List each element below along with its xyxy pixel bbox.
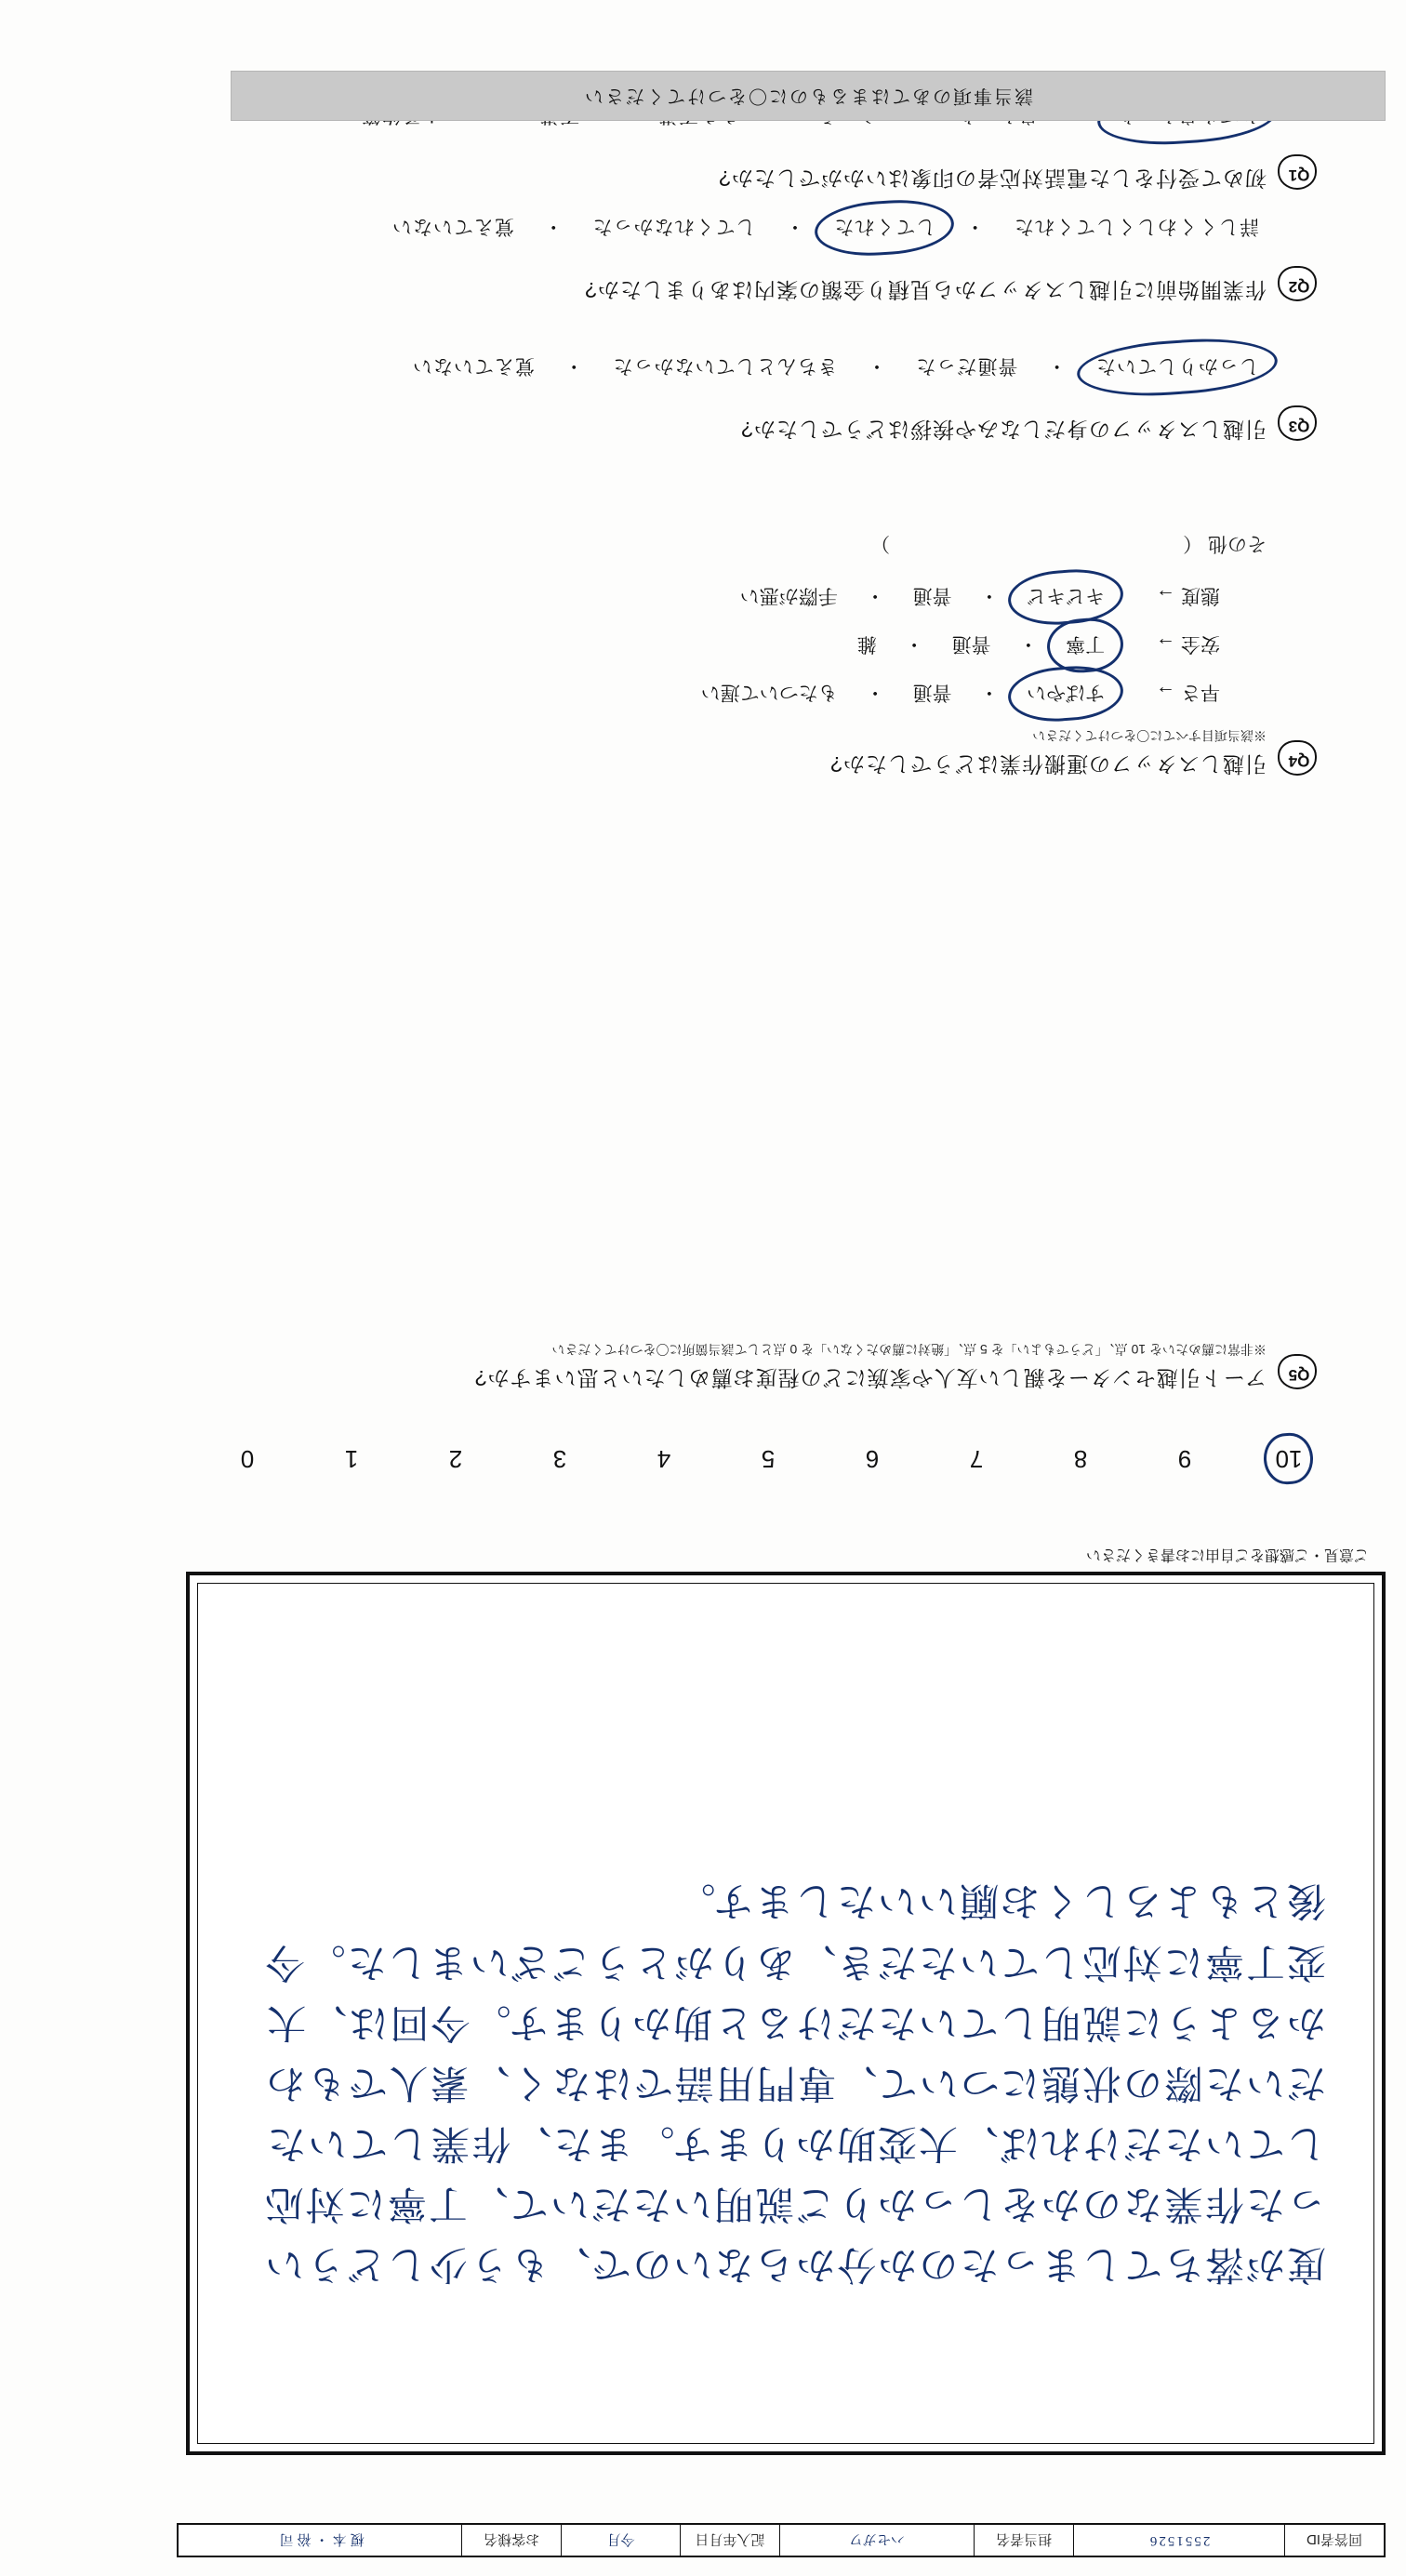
q4-sep: ・	[865, 585, 885, 606]
comment-handwriting: 度が落ちてしまったのか分からないので、もう少しどういった作業なのかをしっかりご説明いただいて、丁寧に対応していただければ、大変助かります。また、作業していただいた際の状態について、専門用語ではなく、素人でもわかるように説明していただけると助かります。今回は、大変丁寧に対応していただき、ありがとうございました。今後ともよろしくお願いいたします。	[262, 1879, 1326, 2285]
q4-sep: ・	[979, 585, 1000, 606]
q2-badge-icon	[1276, 262, 1320, 307]
q4-sep: ・	[979, 682, 1000, 703]
q3-sep: ・	[563, 355, 584, 377]
header-label-1: 担当者名	[975, 2524, 1074, 2556]
q2-sep: ・	[784, 216, 805, 237]
q4-row-speed-label: 早さ →	[1156, 682, 1220, 703]
q5-scale-option[interactable]: 1	[344, 1445, 359, 1473]
q3-option-1[interactable]: 普通だった	[915, 355, 1018, 377]
question-q2	[0, 212, 1406, 307]
q4-attitude-option-1[interactable]: 普通	[912, 585, 952, 606]
q3-option-2[interactable]: きちんとしていなかった	[612, 355, 838, 377]
q1-badge-icon	[1276, 151, 1320, 195]
q4-sep: ・	[865, 682, 885, 703]
q4-other-label: その他	[1208, 533, 1267, 554]
q4-number: Q4	[1288, 752, 1310, 770]
q4-speed-option-2[interactable]: もたついて遅い	[700, 682, 838, 703]
q2-head	[0, 257, 1406, 307]
question-q3	[0, 352, 1406, 446]
q3-badge-icon	[1276, 402, 1320, 446]
q4-other-line	[0, 531, 1406, 559]
question-q4	[0, 531, 1406, 781]
q3-option-3[interactable]: 覚えていない	[411, 355, 535, 377]
q2-options	[0, 212, 1406, 244]
header-label-2: 記入年月日	[680, 2524, 779, 2556]
q4-attitude-option-0[interactable]: キビキビ	[1019, 581, 1112, 613]
q5-head	[0, 1340, 1406, 1395]
header-label-3: お客様名	[462, 2524, 562, 2556]
q5-scale-option[interactable]	[1237, 1444, 1341, 1473]
q2-option-4[interactable]: 覚えていない	[391, 216, 514, 237]
q5-scale-option[interactable]: 8	[1073, 1445, 1088, 1473]
q2-number: Q2	[1288, 278, 1310, 296]
q5-scale-option[interactable]: 6	[865, 1445, 880, 1473]
q5-scale-numbers	[58, 1444, 1341, 1473]
q4-row-speed	[0, 678, 1406, 710]
comment-box	[186, 1572, 1386, 2455]
q3-head	[0, 396, 1406, 446]
q2-title: 作業開始前に引越しスタッフから見積り金額の案内はありましたか?	[584, 278, 1267, 302]
q4-safety-option-1[interactable]: 普通	[951, 633, 991, 655]
q4-note: ※該当項目すべてに〇をつけてください	[1032, 728, 1267, 743]
header-table	[177, 2523, 1386, 2557]
q4-speed-option-0[interactable]: すばやい	[1019, 678, 1112, 710]
q4-head	[0, 726, 1406, 781]
q4-row-attitude	[0, 581, 1406, 613]
q2-option-0[interactable]: 詳しくくわしくしてくれた	[1014, 216, 1259, 237]
q3-sep: ・	[866, 355, 887, 377]
q5-scale-option[interactable]: 0	[240, 1445, 255, 1473]
q3-title: 引越しスタッフの身だしなみや挨拶はどうでしたか?	[740, 418, 1267, 442]
q4-row-safety	[0, 630, 1406, 661]
header-value-0: 2551526	[1074, 2524, 1285, 2556]
q4-attitude-option-2[interactable]: 手際が悪い	[739, 585, 838, 606]
header-value-3: 榎本・裕司	[178, 2524, 462, 2556]
footer-instruction-bar	[231, 71, 1386, 121]
header-value-2: 今月	[562, 2524, 681, 2556]
footer-instruction-text: 該当事項のあてはまるものに〇をつけてください	[583, 86, 1033, 106]
q5-scale-option[interactable]: 5	[761, 1445, 776, 1473]
q2-option-2[interactable]: してくれなかった	[591, 216, 756, 237]
q4-other-input[interactable]: （ ）	[870, 533, 1203, 554]
q4-speed-option-1[interactable]: 普通	[912, 682, 952, 703]
q5-scale-option[interactable]: 9	[1177, 1445, 1192, 1473]
question-q5	[0, 1340, 1406, 1395]
q5-scale-option[interactable]: 3	[552, 1445, 567, 1473]
q1-head	[0, 145, 1406, 195]
q5-scale-option[interactable]: 7	[969, 1445, 984, 1473]
q5-badge-icon	[1276, 1350, 1320, 1395]
q4-sep: ・	[1018, 633, 1039, 655]
q4-title: 引越しスタッフの運搬作業はどうでしたか?	[829, 752, 1267, 777]
q4-safety-option-2[interactable]: 雑	[856, 633, 877, 655]
q4-row-attitude-label: 態度 →	[1156, 585, 1220, 606]
header-label-0: 回答者ID	[1285, 2524, 1386, 2556]
q5-title: アート引越センターを親しい友人や家族にどの程度お薦めしたいと思いますか?	[473, 1366, 1267, 1390]
q4-badge-icon	[1276, 737, 1320, 781]
q4-sep: ・	[904, 633, 924, 655]
header-value-1: ハセガワ	[779, 2524, 974, 2556]
q2-sep: ・	[542, 216, 564, 237]
q5-scale-option[interactable]: 4	[657, 1445, 671, 1473]
q2-option-1[interactable]: してくれた	[826, 212, 943, 244]
q5-number: Q5	[1288, 1366, 1310, 1384]
q5-scale-option[interactable]: 2	[448, 1445, 463, 1473]
q4-safety-option-0[interactable]: 丁寧	[1058, 630, 1112, 661]
q1-title: 初めて受付をした電話対応者の印象はいかがでしたか?	[718, 166, 1267, 191]
q3-number: Q3	[1288, 418, 1310, 435]
q3-options	[0, 352, 1406, 383]
q5-scale	[58, 1444, 1341, 1488]
q5-selected-value[interactable]: 10	[1275, 1445, 1303, 1473]
q4-row-safety-label: 安全 →	[1156, 633, 1220, 655]
comment-label: ご意見・ご感想をご自由にお書きください	[1085, 1547, 1369, 1562]
q3-sep: ・	[1046, 355, 1068, 377]
q2-sep: ・	[964, 216, 986, 237]
q3-option-0[interactable]: しっかりしていた	[1088, 352, 1267, 383]
q1-number: Q1	[1288, 166, 1310, 184]
q5-note: ※非常に薦めたいを 10 点、「どうでもよい」を 5 点、「絶対に薦めたくない」を 0 点として該当箇所に〇をつけてください	[551, 1342, 1267, 1357]
